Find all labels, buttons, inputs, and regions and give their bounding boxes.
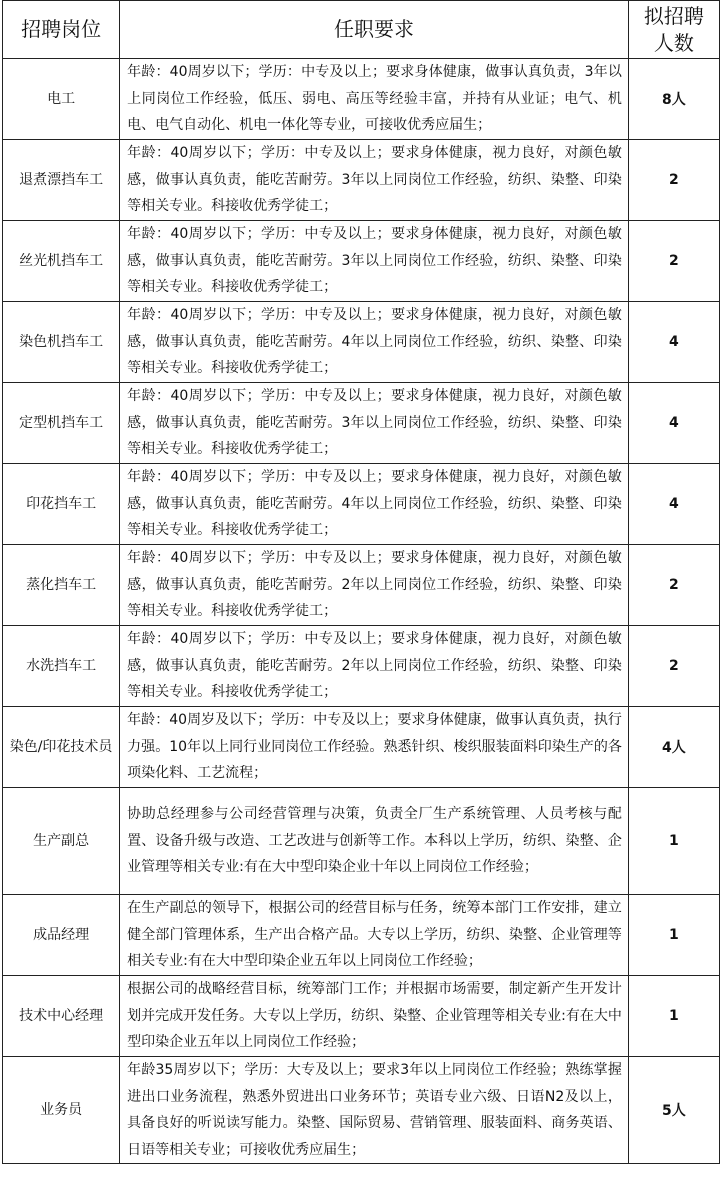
requirements-cell: 年龄：40周岁以下；学历：中专及以上；要求身体健康，视力良好，对颜色敏感，做事认真负责，能吃苦耐劳。4年以上同岗位工作经验，纺织、染整、印染等相关专业。科接收优秀学徒工； — [120, 464, 629, 545]
header-count — [628, 1, 719, 59]
position-cell: 定型机挡车工 — [3, 383, 120, 464]
count-cell: 5人 — [628, 1057, 719, 1164]
position-cell: 蒸化挡车工 — [3, 545, 120, 626]
position-cell: 退煮漂挡车工 — [3, 140, 120, 221]
count-cell: 1 — [628, 976, 719, 1057]
position-cell: 染色机挡车工 — [3, 302, 120, 383]
header-row — [3, 1, 720, 59]
requirements-cell: 年龄：40周岁以下；学历：中专及以上；要求身体健康，视力良好，对颜色敏感，做事认真负责，能吃苦耐劳。2年以上同岗位工作经验，纺织、染整、印染等相关专业。科接收优秀学徒工； — [120, 545, 629, 626]
table-row — [3, 140, 720, 221]
count-cell: 4 — [628, 464, 719, 545]
table-row — [3, 383, 720, 464]
requirements-cell: 年龄：40周岁以下；学历：中专及以上；要求身体健康，视力良好，对颜色敏感，做事认真负责，能吃苦耐劳。2年以上同岗位工作经验，纺织、染整、印染等相关专业。科接收优秀学徒工； — [120, 626, 629, 707]
table-row — [3, 302, 720, 383]
count-cell: 2 — [628, 545, 719, 626]
requirements-cell: 年龄：40周岁以下；学历：中专及以上；要求身体健康，视力良好，对颜色敏感，做事认真负责，能吃苦耐劳。3年以上同岗位工作经验，纺织、染整、印染等相关专业。科接收优秀学徒工； — [120, 221, 629, 302]
table-row — [3, 545, 720, 626]
count-cell: 2 — [628, 140, 719, 221]
header-requirements: 任职要求 — [120, 1, 629, 59]
requirements-cell: 根据公司的战略经营目标，统筹部门工作；并根据市场需要，制定新产生开发计划并完成开发任务。大专以上学历，纺织、染整、企业管理等相关专业:有在大中型印染企业五年以上同岗位工作经验； — [120, 976, 629, 1057]
count-cell: 4 — [628, 383, 719, 464]
count-cell: 2 — [628, 626, 719, 707]
table-row — [3, 976, 720, 1057]
position-cell: 丝光机挡车工 — [3, 221, 120, 302]
table-row — [3, 895, 720, 976]
header-position: 招聘岗位 — [3, 1, 120, 59]
position-cell: 电工 — [3, 59, 120, 140]
requirements-cell: 年龄：40周岁以下；学历：中专及以上；要求身体健康，视力良好，对颜色敏感，做事认真负责，能吃苦耐劳。3年以上同岗位工作经验，纺织、染整、印染等相关专业。科接收优秀学徒工； — [120, 383, 629, 464]
requirements-cell: 协助总经理参与公司经营管理与决策，负责全厂生产系统管理、人员考核与配置、设备升级与改造、工艺改进与创新等工作。本科以上学历，纺织、染整、企业管理等相关专业:有在大中型印染企业十年以上同岗位工作经验； — [120, 788, 629, 895]
count-cell: 4人 — [628, 707, 719, 788]
requirements-cell: 在生产副总的领导下，根据公司的经营目标与任务，统筹本部门工作安排，建立健全部门管理体系，生产出合格产品。大专以上学历，纺织、染整、企业管理等相关专业:有在大中型印染企业五年以上同岗位工作经验； — [120, 895, 629, 976]
count-cell: 1 — [628, 895, 719, 976]
table-row — [3, 59, 720, 140]
count-cell: 8人 — [628, 59, 719, 140]
requirements-cell: 年龄：40周岁及以下；学历：中专及以上；要求身体健康，做事认真负责，执行力强。10年以上同行业同岗位工作经验。熟悉针织、梭织服装面料印染生产的各项染化料、工艺流程； — [120, 707, 629, 788]
header-count-line1: 拟招聘 — [643, 3, 704, 28]
table-row — [3, 464, 720, 545]
table-row — [3, 1057, 720, 1164]
position-cell: 生产副总 — [3, 788, 120, 895]
count-cell: 1 — [628, 788, 719, 895]
requirements-cell: 年龄：40周岁以下；学历：中专及以上；要求身体健康，做事认真负责，3年以上同岗位工作经验，低压、弱电、高压等经验丰富，并持有从业证；电气、机电、电气自动化、机电一体化等专业，可接收优秀应届生； — [120, 59, 629, 140]
requirements-cell: 年龄35周岁以下；学历：大专及以上；要求3年以上同岗位工作经验；熟练掌握进出口业务流程，熟悉外贸进出口业务环节；英语专业六级、日语N2及以上，具备良好的听说读写能力。染整、国际贸易、营销管理、服装面料、商务英语、日语等相关专业；可接收优秀应届生； — [120, 1057, 629, 1164]
requirements-cell: 年龄：40周岁以下；学历：中专及以上；要求身体健康，视力良好，对颜色敏感，做事认真负责，能吃苦耐劳。3年以上同岗位工作经验，纺织、染整、印染等相关专业。科接收优秀学徒工； — [120, 140, 629, 221]
table-row — [3, 788, 720, 895]
position-cell: 技术中心经理 — [3, 976, 120, 1057]
table-row — [3, 626, 720, 707]
position-cell: 染色/印花技术员 — [3, 707, 120, 788]
table-row — [3, 221, 720, 302]
requirements-cell: 年龄：40周岁以下；学历：中专及以上；要求身体健康，视力良好，对颜色敏感，做事认真负责，能吃苦耐劳。4年以上同岗位工作经验，纺织、染整、印染等相关专业。科接收优秀学徒工； — [120, 302, 629, 383]
position-cell: 印花挡车工 — [3, 464, 120, 545]
count-cell: 4 — [628, 302, 719, 383]
table-row — [3, 707, 720, 788]
header-count-line2: 人数 — [653, 30, 694, 55]
position-cell: 成品经理 — [3, 895, 120, 976]
position-cell: 水洗挡车工 — [3, 626, 120, 707]
recruitment-table — [2, 0, 720, 1164]
position-cell: 业务员 — [3, 1057, 120, 1164]
count-cell: 2 — [628, 221, 719, 302]
